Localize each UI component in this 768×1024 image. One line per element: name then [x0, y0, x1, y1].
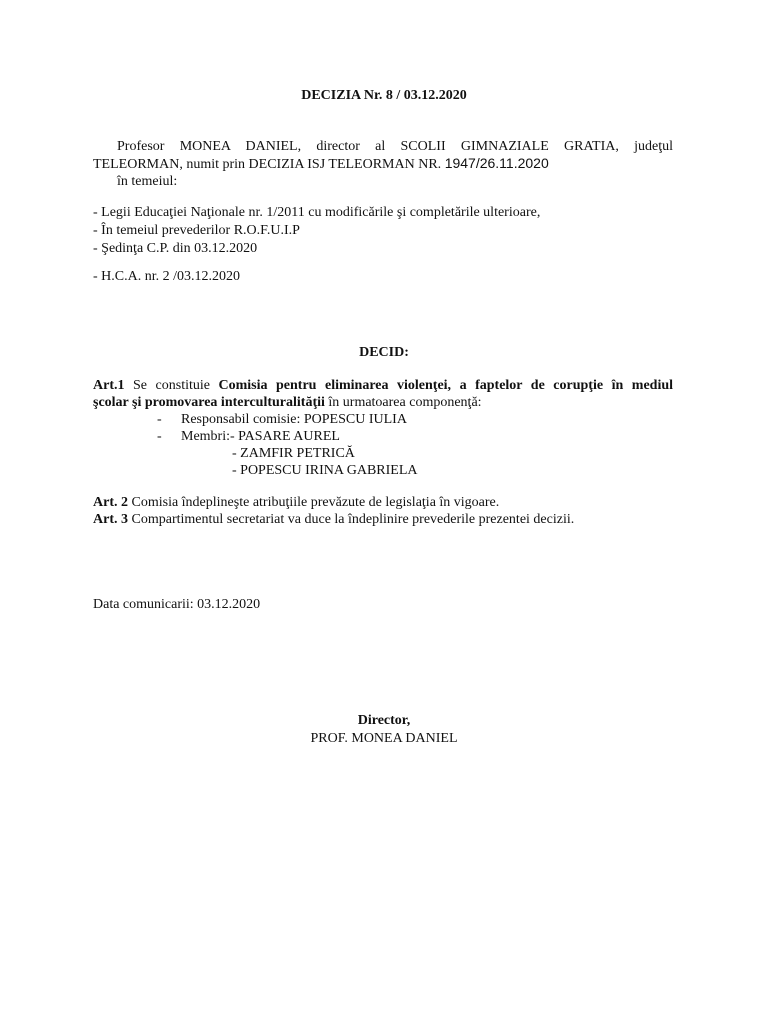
- document-title: DECIZIA Nr. 8 / 03.12.2020: [301, 88, 467, 103]
- intro-line-2-text: TELEORMAN, numit prin DECIZIA ISJ TELEORMAN NR.: [93, 157, 445, 172]
- signatory-role: Director,: [357, 713, 411, 728]
- composition-responsible: Responsabil comisie: POPESCU IULIA: [181, 412, 407, 427]
- article-1: [93, 377, 673, 411]
- basis-item: - Şedinţa C.P. din 03.12.2020: [93, 241, 258, 256]
- composition-member: - ZAMFIR PETRICĂ: [232, 446, 355, 461]
- intro-line-1: Profesor MONEA DANIEL, director al SCOLII GIMNAZIALE GRATIA, judeţul: [117, 139, 673, 154]
- intro-line-2-decision-number: 1947/26.11.2020: [444, 155, 549, 171]
- article-3-text: Compartimentul secretariat va duce la îndeplinire prevederile prezentei decizii.: [128, 512, 575, 527]
- article-1-line-1: [93, 377, 673, 394]
- article-2-text: Comisia îndeplineşte atribuţiile prevăzute de legislaţia în vigoare.: [128, 495, 500, 510]
- composition-member: - POPESCU IRINA GABRIELA: [232, 463, 418, 478]
- decision-heading: DECID:: [359, 345, 409, 360]
- article-1-commission-name-cont: şcolar şi promovarea interculturalităţii: [93, 395, 325, 410]
- composition-dash: -: [157, 412, 162, 427]
- article-1-text-a: Se constituie: [124, 378, 219, 393]
- article-3: [93, 512, 574, 528]
- article-1-text-b: în urmatoarea componenţă:: [324, 395, 482, 410]
- article-2: [93, 495, 499, 511]
- article-2-label: Art. 2: [93, 495, 128, 510]
- basis-item: - Legii Educaţiei Naţionale nr. 1/2011 cu modificările şi completările ulterioare,: [93, 205, 541, 220]
- composition-dash: -: [157, 429, 162, 444]
- intro-line-3: în temeiul:: [117, 174, 178, 189]
- article-1-commission-name: Comisia pentru eliminarea violenţei, a faptelor de corupţie în mediul: [218, 378, 674, 393]
- intro-paragraph: [93, 138, 673, 190]
- article-1-line-2: [93, 395, 482, 410]
- article-3-label: Art. 3: [93, 512, 128, 527]
- composition-members-label: Membri:- PASARE AUREL: [181, 429, 340, 444]
- communication-date: Data comunicarii: 03.12.2020: [93, 597, 261, 612]
- signatory-name: PROF. MONEA DANIEL: [310, 731, 458, 746]
- basis-item: - H.C.A. nr. 2 /03.12.2020: [93, 269, 240, 284]
- intro-line-2: [93, 155, 673, 173]
- article-1-label: Art.1: [93, 378, 125, 393]
- basis-item: - În temeiul prevederilor R.O.F.U.I.P: [93, 223, 300, 238]
